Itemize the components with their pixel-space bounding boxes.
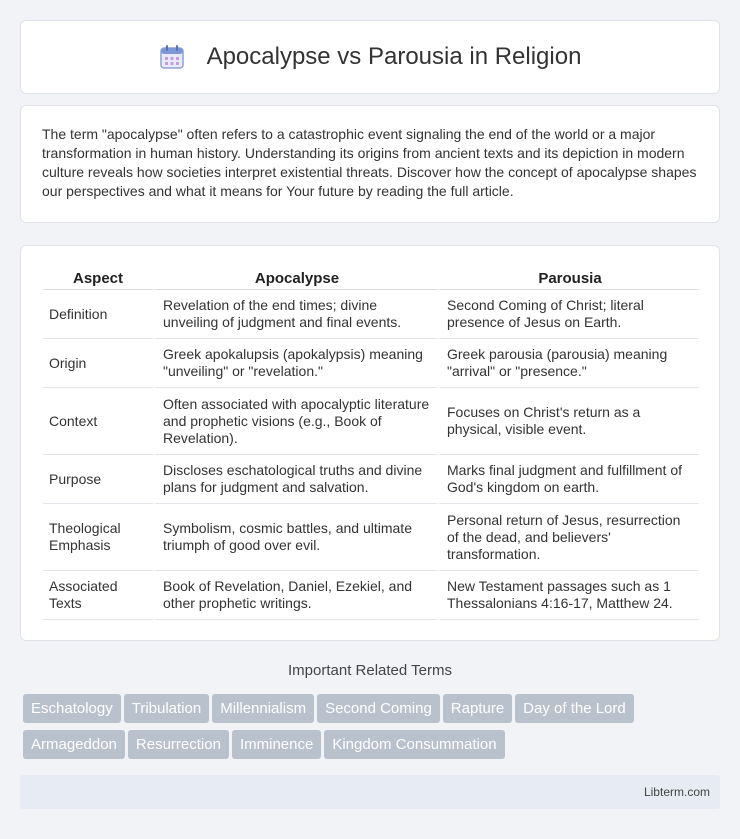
calendar-icon — [159, 44, 185, 70]
row-parousia: Personal return of Jesus, resurrection of the dead, and believers' transformation. — [437, 504, 699, 571]
intro-text: The term "apocalypse" often refers to a catastrophic event signaling the end of the world or a major transformation in human history. Understanding its origins from ancient texts and its depiction in modern culture reveals how societies interpret existential threats. Discover how the concept of apocalypse shapes our perspectives and what it means for Your future by reading the full article. — [42, 126, 697, 199]
row-apocalypse: Often associated with apocalyptic literature and prophetic visions (e.g., Book of Revelation). — [153, 388, 437, 455]
table-header-row — [43, 266, 699, 290]
row-aspect: Theological Emphasis — [43, 504, 153, 571]
row-apocalypse: Symbolism, cosmic battles, and ultimate triumph of good over evil. — [153, 504, 437, 571]
related-terms-list — [23, 694, 723, 766]
tag-kingdom-consummation[interactable]: Kingdom Consummation — [324, 730, 504, 759]
comparison-table — [43, 266, 699, 620]
tag-armageddon[interactable]: Armageddon — [23, 730, 125, 759]
table-row — [43, 571, 699, 620]
row-aspect: Purpose — [43, 455, 153, 504]
table-row — [43, 504, 699, 571]
tag-tribulation[interactable]: Tribulation — [124, 694, 209, 723]
row-aspect: Definition — [43, 290, 153, 339]
row-parousia: Marks final judgment and fulfillment of God's kingdom on earth. — [437, 455, 699, 504]
table-row — [43, 388, 699, 455]
row-apocalypse: Greek apokalupsis (apokalypsis) meaning "unveiling" or "revelation." — [153, 339, 437, 388]
header-aspect: Aspect — [43, 266, 153, 290]
intro-card — [20, 105, 720, 223]
tag-rapture[interactable]: Rapture — [443, 694, 512, 723]
row-parousia: Greek parousia (parousia) meaning "arrival" or "presence." — [437, 339, 699, 388]
footer-site-link[interactable]: Libterm.com — [643, 785, 710, 799]
row-aspect: Origin — [43, 339, 153, 388]
related-terms-title: Important Related Terms — [288, 662, 452, 679]
row-apocalypse: Discloses eschatological truths and divine plans for judgment and salvation. — [153, 455, 437, 504]
tag-day-of-the-lord[interactable]: Day of the Lord — [515, 694, 634, 723]
table-row — [43, 455, 699, 504]
row-apocalypse: Revelation of the end times; divine unveiling of judgment and final events. — [153, 290, 437, 339]
row-aspect: Associated Texts — [43, 571, 153, 620]
footer — [20, 775, 720, 809]
row-aspect: Context — [43, 388, 153, 455]
title-card — [20, 20, 720, 94]
tag-second-coming[interactable]: Second Coming — [317, 694, 440, 723]
tag-imminence[interactable]: Imminence — [232, 730, 321, 759]
header-apocalypse: Apocalypse — [153, 266, 437, 290]
row-parousia: New Testament passages such as 1 Thessalonians 4:16-17, Matthew 24. — [437, 571, 699, 620]
comparison-table-card — [20, 245, 720, 641]
tag-resurrection[interactable]: Resurrection — [128, 730, 229, 759]
header-parousia: Parousia — [437, 266, 699, 290]
page-title: Apocalypse vs Parousia in Religion — [206, 43, 582, 70]
tag-millennialism[interactable]: Millennialism — [212, 694, 314, 723]
table-row — [43, 339, 699, 388]
table-row — [43, 290, 699, 339]
row-parousia: Second Coming of Christ; literal presence of Jesus on Earth. — [437, 290, 699, 339]
row-parousia: Focuses on Christ's return as a physical, visible event. — [437, 388, 699, 455]
tag-eschatology[interactable]: Eschatology — [23, 694, 121, 723]
row-apocalypse: Book of Revelation, Daniel, Ezekiel, and other prophetic writings. — [153, 571, 437, 620]
